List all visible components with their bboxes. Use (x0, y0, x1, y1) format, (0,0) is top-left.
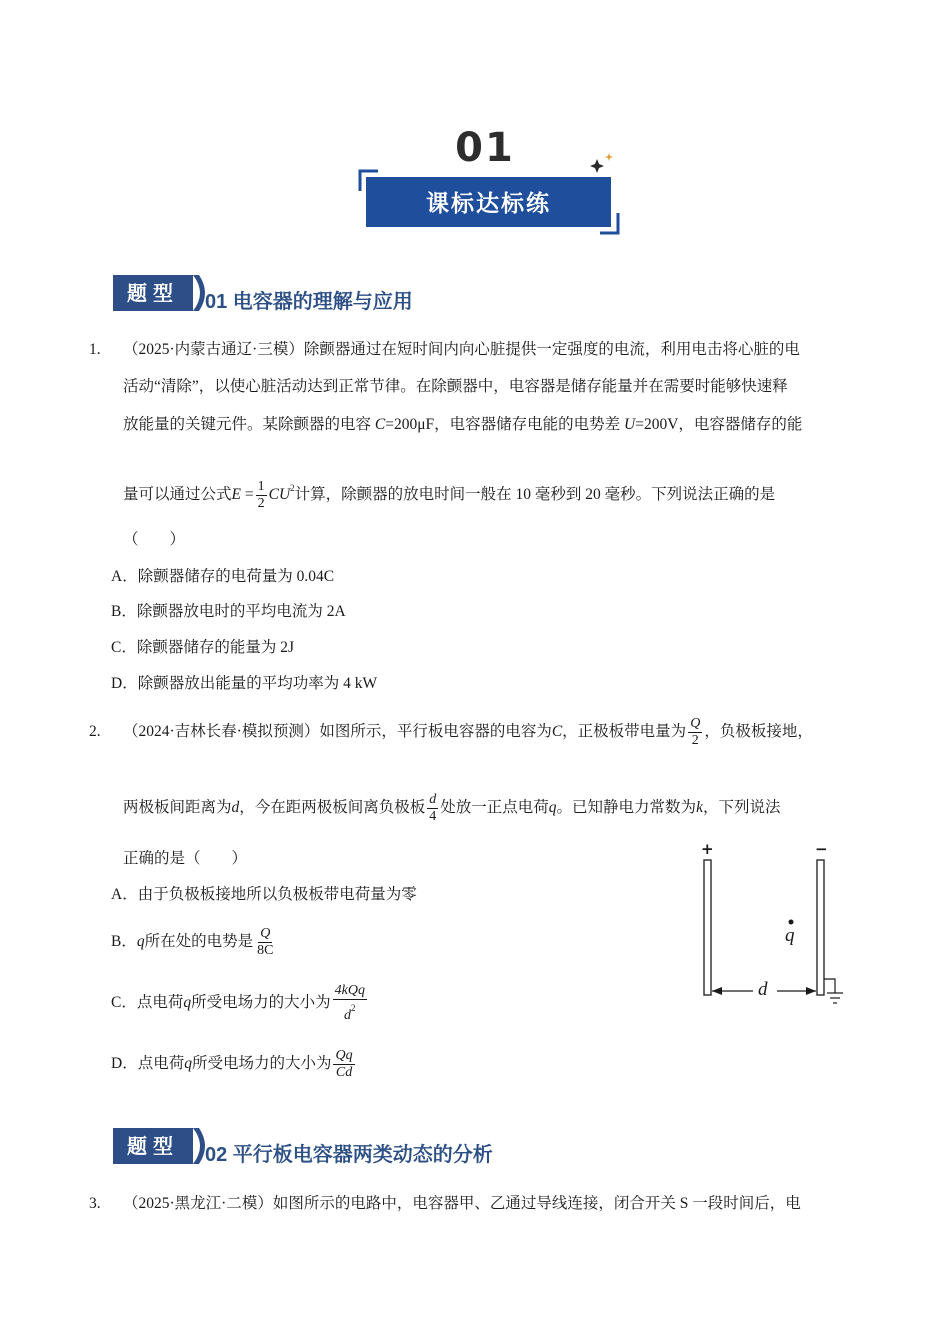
option-label: A． (111, 886, 138, 903)
fraction-denominator (342, 1000, 358, 1024)
option-label: C． (111, 994, 137, 1012)
section-title: 01 电容器的理解与应用 (205, 291, 413, 313)
fraction-denominator: 2 (691, 732, 699, 748)
option-B (111, 602, 346, 622)
question-number: 2. (89, 723, 101, 740)
fraction-denominator: 4 (429, 808, 437, 824)
variable-C: C (374, 416, 386, 433)
question-text: （2025·内蒙古通辽·三模）除颤器通过在短时间内向心脏提供一定强度的电流，利用电击将心脏的电 (123, 341, 800, 358)
question-text: 正确的是（ ） (123, 850, 248, 867)
positive-plate (704, 860, 711, 995)
option-text: 所受电场力的大小为 (191, 994, 331, 1012)
distance-label: d (758, 979, 768, 1000)
text-span: 。已知静电力常数为 (556, 799, 697, 816)
option-D (111, 1044, 357, 1084)
text-span: =200V，电容器储存的能 (635, 416, 803, 433)
formula-CU: CU (268, 486, 291, 503)
fraction-half (256, 479, 267, 512)
text-span: =200μF，电容器储存电能的电势差 (385, 416, 625, 433)
ground-wire (824, 979, 835, 993)
variable-k: k (696, 799, 703, 816)
text-span: 量可以通过公式 (123, 486, 232, 503)
option-text: 由于负极板接地所以负极板带电荷量为零 (137, 886, 417, 903)
variable-q: q (184, 1055, 192, 1072)
option-label: B． (111, 933, 137, 950)
formula-eq: = (240, 486, 254, 503)
option-text: 除颤器储存的电荷量为 0.04C (137, 568, 335, 585)
fraction-4kQq-over-d2 (333, 983, 367, 1024)
capacitor-diagram (695, 840, 865, 1015)
fraction-denominator: Cd (335, 1064, 353, 1080)
fraction-denominator: 8C (257, 942, 274, 958)
option-text: 除颤器放电时的平均电流为 2A (136, 603, 346, 620)
option-text: 除颤器放出能量的平均功率为 4 kW (137, 675, 378, 692)
text-span: 计算，除颤器的放电时间一般在 10 毫秒到 20 毫秒。下列说法正确的是 (294, 486, 776, 503)
option-C (111, 983, 369, 1023)
denominator-superscript: 2 (351, 1003, 356, 1013)
question-text (123, 415, 802, 435)
sparkle-icon (588, 151, 616, 175)
option-label: B． (111, 603, 137, 620)
text-span: ，正极板带电量为 (562, 723, 687, 740)
fraction-Qq-over-Cd (333, 1048, 354, 1081)
question-text (123, 712, 813, 752)
variable-U: U (624, 416, 636, 433)
text-span: ，今在距两极板间离负极板 (239, 799, 426, 816)
variable-d: d (231, 799, 240, 816)
fraction-numerator: Q (690, 715, 701, 731)
option-text: 除颤器储存的能量为 2J (136, 639, 295, 656)
fraction-Q-over-2 (688, 716, 702, 749)
fraction-d-over-4 (427, 792, 438, 825)
chapter-header (350, 125, 630, 240)
variable-q: q (183, 994, 192, 1012)
text-span: ，负极板接地， (704, 723, 813, 740)
charge-label: q (785, 925, 795, 946)
fraction-Q-over-8C (255, 926, 275, 959)
minus-sign: − (815, 840, 828, 858)
text-span: （2024·吉林长春·模拟预测）如图所示，平行板电容器的电容为 (123, 723, 552, 740)
option-label: D． (111, 1055, 138, 1072)
question-text: 活动“清除”，以使心脏活动达到正常节律。在除颤器中，电容器是储存能量并在需要时能够快速释 (123, 378, 788, 395)
point-charge (789, 920, 794, 925)
chapter-title: 课标达标练 (426, 191, 551, 217)
capacitor-figure (695, 840, 865, 1015)
section-badge-label: 题型 (127, 281, 179, 305)
text-span: 放能量的关键元件。某除颤器的电容 (123, 416, 375, 433)
chapter-number: 01 (455, 125, 515, 171)
fraction-numerator: 1 (257, 478, 265, 494)
text-span: ，下列说法 (702, 799, 781, 816)
option-label: C． (111, 639, 137, 656)
fraction-numerator: 4kQq (334, 983, 365, 998)
formula-E: E (231, 486, 241, 503)
text-span: 处放一正点电荷 (440, 799, 549, 816)
question-text: （2025·黑龙江·二模）如图所示的电路中，电容器甲、乙通过导线连接，闭合开关 S 一段时间后，电 (123, 1195, 801, 1212)
question-number: 1. (89, 341, 101, 358)
question-number: 3. (89, 1195, 101, 1212)
question-text (123, 468, 776, 511)
question-text (123, 788, 780, 828)
plus-sign: + (701, 840, 714, 858)
option-text: 点电荷 (137, 1055, 185, 1072)
option-A (111, 885, 417, 905)
option-label: A． (111, 568, 138, 585)
section-badge-label: 题型 (127, 1134, 179, 1158)
fraction-numerator: d (429, 791, 437, 807)
variable-q: q (136, 933, 145, 950)
option-text: 点电荷 (136, 994, 184, 1012)
answer-paren: （ ） (123, 531, 186, 548)
option-text: 所在处的电势是 (144, 933, 254, 950)
denominator-d: d (344, 1008, 352, 1023)
option-label: D． (111, 675, 138, 692)
section-badge (113, 273, 207, 313)
section-title: 02 平行板电容器两类动态的分析 (205, 1144, 493, 1166)
variable-C: C (551, 723, 563, 740)
formula-superscript: 2 (290, 483, 295, 493)
fraction-numerator: Qq (335, 1047, 353, 1063)
negative-plate (817, 860, 824, 995)
variable-q: q (548, 799, 557, 816)
section-badge (113, 1126, 207, 1166)
option-B (111, 922, 277, 962)
fraction-numerator: Q (260, 925, 271, 941)
fraction-denominator: 2 (257, 495, 265, 511)
option-A (111, 567, 334, 587)
option-D (111, 674, 377, 694)
option-C (111, 638, 294, 658)
option-text: 所受电场力的大小为 (191, 1055, 332, 1072)
text-span: 两极板间距离为 (123, 799, 232, 816)
